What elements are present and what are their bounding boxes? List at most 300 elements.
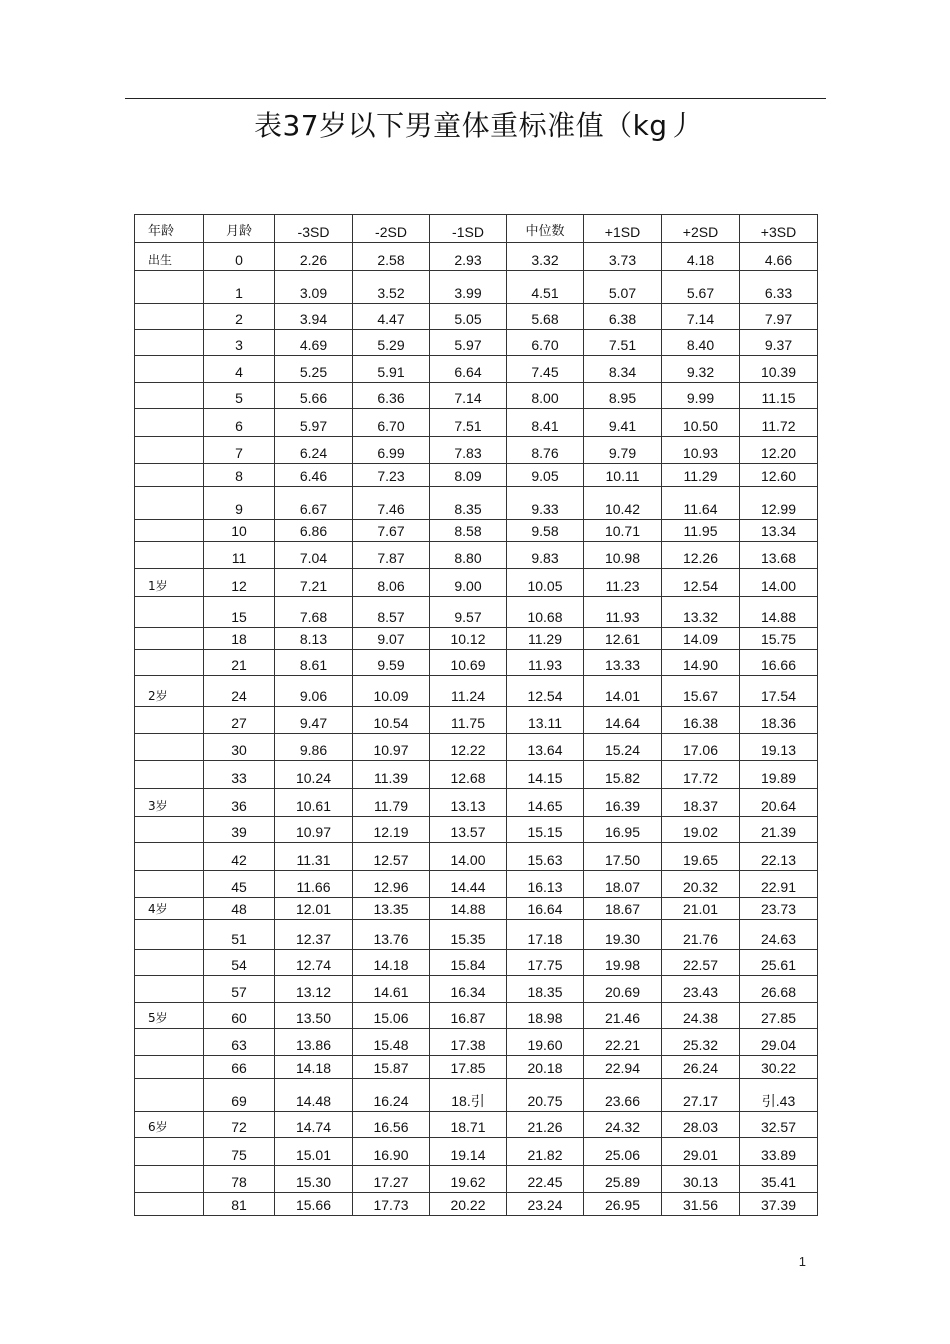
minus2sd-cell: 13.76 [353, 920, 430, 950]
minus2sd-cell: 13.35 [353, 898, 430, 920]
minus2sd-cell: 10.09 [353, 676, 430, 707]
age-cell [135, 650, 204, 676]
median-cell: 15.63 [507, 843, 584, 871]
plus3sd-cell: 6.33 [740, 271, 818, 304]
month-cell: 21 [204, 650, 275, 676]
table-row [135, 976, 818, 1003]
table-row [135, 520, 818, 542]
plus1sd-cell: 25.89 [584, 1166, 662, 1193]
table-row [135, 628, 818, 650]
plus3sd-cell: 37.39 [740, 1193, 818, 1216]
minus3sd-cell: 6.67 [275, 487, 353, 520]
table-row [135, 542, 818, 569]
plus2sd-cell: 24.38 [662, 1003, 740, 1029]
month-cell: 48 [204, 898, 275, 920]
age-cell [135, 871, 204, 898]
month-cell: 15 [204, 597, 275, 628]
plus2sd-cell: 10.50 [662, 409, 740, 437]
minus1sd-cell: 12.68 [430, 761, 507, 789]
month-cell: 33 [204, 761, 275, 789]
median-cell: 19.60 [507, 1029, 584, 1056]
plus1sd-cell: 22.94 [584, 1056, 662, 1079]
minus3sd-cell: 5.66 [275, 383, 353, 409]
minus2sd-cell: 15.48 [353, 1029, 430, 1056]
month-cell: 1 [204, 271, 275, 304]
median-cell: 21.26 [507, 1112, 584, 1138]
minus1sd-cell: 20.22 [430, 1193, 507, 1216]
minus3sd-cell: 6.86 [275, 520, 353, 542]
plus2sd-cell: 29.01 [662, 1138, 740, 1166]
plus3sd-cell: 9.37 [740, 330, 818, 356]
median-cell: 5.68 [507, 304, 584, 330]
table-row [135, 707, 818, 734]
minus1sd-cell: 13.13 [430, 789, 507, 817]
plus3sd-cell: 19.89 [740, 761, 818, 789]
age-cell [135, 734, 204, 761]
median-cell: 8.76 [507, 437, 584, 464]
median-cell: 9.58 [507, 520, 584, 542]
minus3sd-cell: 7.68 [275, 597, 353, 628]
plus3sd-cell: 20.64 [740, 789, 818, 817]
median-cell: 22.45 [507, 1166, 584, 1193]
month-cell: 45 [204, 871, 275, 898]
age-cell [135, 707, 204, 734]
minus1sd-cell: 18.引 [430, 1079, 507, 1112]
age-cell [135, 628, 204, 650]
minus1sd-cell: 19.62 [430, 1166, 507, 1193]
table-row [135, 676, 818, 707]
minus3sd-cell: 12.74 [275, 950, 353, 976]
plus2sd-cell: 18.37 [662, 789, 740, 817]
minus3sd-cell: 11.31 [275, 843, 353, 871]
month-cell: 75 [204, 1138, 275, 1166]
month-cell: 69 [204, 1079, 275, 1112]
minus2sd-cell: 15.06 [353, 1003, 430, 1029]
plus2sd-cell: 11.64 [662, 487, 740, 520]
age-cell [135, 1166, 204, 1193]
plus3sd-cell: 23.73 [740, 898, 818, 920]
plus1sd-cell: 8.95 [584, 383, 662, 409]
table-row [135, 817, 818, 843]
median-cell: 18.98 [507, 1003, 584, 1029]
minus2sd-cell: 16.56 [353, 1112, 430, 1138]
minus1sd-cell: 16.87 [430, 1003, 507, 1029]
age-cell [135, 487, 204, 520]
table-row [135, 920, 818, 950]
plus3sd-cell: 14.88 [740, 597, 818, 628]
plus2sd-cell: 9.99 [662, 383, 740, 409]
table-row [135, 1112, 818, 1138]
table-row [135, 843, 818, 871]
median-cell: 13.64 [507, 734, 584, 761]
minus1sd-cell: 6.64 [430, 356, 507, 383]
month-cell: 27 [204, 707, 275, 734]
minus2sd-cell: 4.47 [353, 304, 430, 330]
plus2sd-cell: 30.13 [662, 1166, 740, 1193]
age-cell [135, 597, 204, 628]
plus3sd-cell: 30.22 [740, 1056, 818, 1079]
plus3sd-cell: 24.63 [740, 920, 818, 950]
plus3sd-cell: 11.15 [740, 383, 818, 409]
month-cell: 2 [204, 304, 275, 330]
minus1sd-cell: 13.57 [430, 817, 507, 843]
plus3sd-cell: 35.41 [740, 1166, 818, 1193]
table-row [135, 1003, 818, 1029]
median-cell: 16.13 [507, 871, 584, 898]
plus2sd-cell: 16.38 [662, 707, 740, 734]
age-cell [135, 330, 204, 356]
minus3sd-cell: 13.86 [275, 1029, 353, 1056]
plus1sd-cell: 19.30 [584, 920, 662, 950]
month-cell: 24 [204, 676, 275, 707]
plus2sd-cell: 21.76 [662, 920, 740, 950]
minus1sd-cell: 15.84 [430, 950, 507, 976]
age-cell [135, 976, 204, 1003]
plus3sd-cell: 11.72 [740, 409, 818, 437]
header-minus3sd: -3SD [275, 215, 353, 243]
month-cell: 72 [204, 1112, 275, 1138]
table-row [135, 1138, 818, 1166]
plus2sd-cell: 17.06 [662, 734, 740, 761]
table-row [135, 597, 818, 628]
plus1sd-cell: 21.46 [584, 1003, 662, 1029]
minus2sd-cell: 7.23 [353, 464, 430, 487]
header-plus2sd: +2SD [662, 215, 740, 243]
minus1sd-cell: 9.57 [430, 597, 507, 628]
median-cell: 9.05 [507, 464, 584, 487]
minus1sd-cell: 16.34 [430, 976, 507, 1003]
plus2sd-cell: 19.02 [662, 817, 740, 843]
month-cell: 6 [204, 409, 275, 437]
plus3sd-cell: 33.89 [740, 1138, 818, 1166]
month-cell: 12 [204, 569, 275, 597]
plus1sd-cell: 14.64 [584, 707, 662, 734]
minus2sd-cell: 12.19 [353, 817, 430, 843]
header-rule [125, 98, 826, 99]
minus1sd-cell: 2.93 [430, 243, 507, 271]
plus1sd-cell: 19.98 [584, 950, 662, 976]
age-cell [135, 1079, 204, 1112]
minus1sd-cell: 17.85 [430, 1056, 507, 1079]
minus2sd-cell: 8.57 [353, 597, 430, 628]
minus3sd-cell: 5.25 [275, 356, 353, 383]
month-cell: 60 [204, 1003, 275, 1029]
month-cell: 11 [204, 542, 275, 569]
plus1sd-cell: 18.07 [584, 871, 662, 898]
header-median: 中位数 [507, 215, 584, 243]
minus1sd-cell: 18.71 [430, 1112, 507, 1138]
header-month: 月龄 [204, 215, 275, 243]
header-minus1sd: -1SD [430, 215, 507, 243]
minus3sd-cell: 12.37 [275, 920, 353, 950]
median-cell: 7.45 [507, 356, 584, 383]
plus2sd-cell: 25.32 [662, 1029, 740, 1056]
plus2sd-cell: 8.40 [662, 330, 740, 356]
age-cell [135, 356, 204, 383]
plus2sd-cell: 27.17 [662, 1079, 740, 1112]
minus3sd-cell: 15.30 [275, 1166, 353, 1193]
table-row [135, 650, 818, 676]
plus2sd-cell: 15.67 [662, 676, 740, 707]
minus1sd-cell: 11.24 [430, 676, 507, 707]
minus3sd-cell: 8.13 [275, 628, 353, 650]
table-row [135, 271, 818, 304]
table-row [135, 464, 818, 487]
minus3sd-cell: 8.61 [275, 650, 353, 676]
minus3sd-cell: 3.09 [275, 271, 353, 304]
month-cell: 7 [204, 437, 275, 464]
minus3sd-cell: 10.97 [275, 817, 353, 843]
plus2sd-cell: 23.43 [662, 976, 740, 1003]
table-row [135, 1166, 818, 1193]
minus1sd-cell: 11.75 [430, 707, 507, 734]
plus2sd-cell: 17.72 [662, 761, 740, 789]
plus2sd-cell: 12.26 [662, 542, 740, 569]
table-row [135, 383, 818, 409]
table-row [135, 871, 818, 898]
minus2sd-cell: 3.52 [353, 271, 430, 304]
table-row [135, 437, 818, 464]
plus2sd-cell: 28.03 [662, 1112, 740, 1138]
table-row [135, 789, 818, 817]
plus1sd-cell: 8.34 [584, 356, 662, 383]
minus2sd-cell: 14.18 [353, 950, 430, 976]
plus3sd-cell: 4.66 [740, 243, 818, 271]
page-number: 1 [798, 1254, 806, 1269]
plus1sd-cell: 22.21 [584, 1029, 662, 1056]
header-plus1sd: +1SD [584, 215, 662, 243]
minus1sd-cell: 14.44 [430, 871, 507, 898]
header-age: 年龄 [135, 215, 204, 243]
minus3sd-cell: 11.66 [275, 871, 353, 898]
age-cell: 2岁 [135, 676, 204, 707]
minus2sd-cell: 6.70 [353, 409, 430, 437]
minus2sd-cell: 7.46 [353, 487, 430, 520]
plus3sd-cell: 22.13 [740, 843, 818, 871]
minus2sd-cell: 9.07 [353, 628, 430, 650]
plus2sd-cell: 14.90 [662, 650, 740, 676]
age-cell: 1岁 [135, 569, 204, 597]
month-cell: 51 [204, 920, 275, 950]
plus3sd-cell: 18.36 [740, 707, 818, 734]
minus2sd-cell: 17.27 [353, 1166, 430, 1193]
plus1sd-cell: 11.93 [584, 597, 662, 628]
minus3sd-cell: 6.46 [275, 464, 353, 487]
minus1sd-cell: 12.22 [430, 734, 507, 761]
plus2sd-cell: 12.54 [662, 569, 740, 597]
minus3sd-cell: 14.18 [275, 1056, 353, 1079]
plus1sd-cell: 15.24 [584, 734, 662, 761]
plus3sd-cell: 引.43 [740, 1079, 818, 1112]
plus1sd-cell: 18.67 [584, 898, 662, 920]
median-cell: 12.54 [507, 676, 584, 707]
age-cell [135, 843, 204, 871]
age-cell [135, 761, 204, 789]
plus1sd-cell: 10.98 [584, 542, 662, 569]
month-cell: 42 [204, 843, 275, 871]
median-cell: 10.05 [507, 569, 584, 597]
plus1sd-cell: 9.79 [584, 437, 662, 464]
month-cell: 63 [204, 1029, 275, 1056]
plus1sd-cell: 10.42 [584, 487, 662, 520]
plus1sd-cell: 16.95 [584, 817, 662, 843]
minus1sd-cell: 8.80 [430, 542, 507, 569]
plus2sd-cell: 20.32 [662, 871, 740, 898]
minus3sd-cell: 14.48 [275, 1079, 353, 1112]
minus3sd-cell: 15.01 [275, 1138, 353, 1166]
table-row [135, 356, 818, 383]
median-cell: 15.15 [507, 817, 584, 843]
median-cell: 17.18 [507, 920, 584, 950]
plus2sd-cell: 11.95 [662, 520, 740, 542]
minus2sd-cell: 11.39 [353, 761, 430, 789]
plus2sd-cell: 13.32 [662, 597, 740, 628]
plus2sd-cell: 31.56 [662, 1193, 740, 1216]
month-cell: 36 [204, 789, 275, 817]
table-row [135, 487, 818, 520]
minus3sd-cell: 15.66 [275, 1193, 353, 1216]
table-row [135, 243, 818, 271]
minus2sd-cell: 9.59 [353, 650, 430, 676]
minus1sd-cell: 7.14 [430, 383, 507, 409]
minus3sd-cell: 10.24 [275, 761, 353, 789]
minus2sd-cell: 15.87 [353, 1056, 430, 1079]
minus3sd-cell: 9.47 [275, 707, 353, 734]
minus1sd-cell: 7.51 [430, 409, 507, 437]
minus3sd-cell: 6.24 [275, 437, 353, 464]
plus2sd-cell: 14.09 [662, 628, 740, 650]
month-cell: 8 [204, 464, 275, 487]
page-title: 表37岁以下男童体重标准值（kg丿 [253, 109, 697, 142]
age-cell [135, 520, 204, 542]
table-row [135, 1056, 818, 1079]
month-cell: 39 [204, 817, 275, 843]
month-cell: 18 [204, 628, 275, 650]
plus3sd-cell: 17.54 [740, 676, 818, 707]
plus3sd-cell: 7.97 [740, 304, 818, 330]
age-cell [135, 817, 204, 843]
minus1sd-cell: 8.35 [430, 487, 507, 520]
minus2sd-cell: 6.99 [353, 437, 430, 464]
median-cell: 11.93 [507, 650, 584, 676]
table-row [135, 569, 818, 597]
minus2sd-cell: 12.96 [353, 871, 430, 898]
plus1sd-cell: 12.61 [584, 628, 662, 650]
minus1sd-cell: 7.83 [430, 437, 507, 464]
minus2sd-cell: 5.29 [353, 330, 430, 356]
median-cell: 23.24 [507, 1193, 584, 1216]
plus1sd-cell: 23.66 [584, 1079, 662, 1112]
month-cell: 30 [204, 734, 275, 761]
plus2sd-cell: 5.67 [662, 271, 740, 304]
age-cell [135, 542, 204, 569]
age-cell [135, 271, 204, 304]
plus1sd-cell: 7.51 [584, 330, 662, 356]
table-row [135, 761, 818, 789]
header-plus3sd: +3SD [740, 215, 818, 243]
plus3sd-cell: 25.61 [740, 950, 818, 976]
plus2sd-cell: 11.29 [662, 464, 740, 487]
plus3sd-cell: 29.04 [740, 1029, 818, 1056]
plus1sd-cell: 6.38 [584, 304, 662, 330]
plus3sd-cell: 12.99 [740, 487, 818, 520]
minus3sd-cell: 3.94 [275, 304, 353, 330]
plus3sd-cell: 13.68 [740, 542, 818, 569]
month-cell: 81 [204, 1193, 275, 1216]
median-cell: 13.11 [507, 707, 584, 734]
age-cell [135, 920, 204, 950]
table-row [135, 1079, 818, 1112]
month-cell: 54 [204, 950, 275, 976]
minus1sd-cell: 3.99 [430, 271, 507, 304]
minus3sd-cell: 12.01 [275, 898, 353, 920]
table-row [135, 898, 818, 920]
plus1sd-cell: 5.07 [584, 271, 662, 304]
table-row [135, 330, 818, 356]
median-cell: 9.83 [507, 542, 584, 569]
minus2sd-cell: 7.87 [353, 542, 430, 569]
median-cell: 10.68 [507, 597, 584, 628]
age-cell [135, 950, 204, 976]
minus1sd-cell: 8.58 [430, 520, 507, 542]
median-cell: 20.75 [507, 1079, 584, 1112]
plus1sd-cell: 20.69 [584, 976, 662, 1003]
header-minus2sd: -2SD [353, 215, 430, 243]
minus2sd-cell: 12.57 [353, 843, 430, 871]
plus1sd-cell: 16.39 [584, 789, 662, 817]
plus3sd-cell: 15.75 [740, 628, 818, 650]
plus1sd-cell: 24.32 [584, 1112, 662, 1138]
minus3sd-cell: 7.04 [275, 542, 353, 569]
minus3sd-cell: 13.50 [275, 1003, 353, 1029]
age-cell [135, 464, 204, 487]
weight-standard-table [134, 214, 818, 1216]
month-cell: 0 [204, 243, 275, 271]
minus3sd-cell: 9.06 [275, 676, 353, 707]
minus2sd-cell: 14.61 [353, 976, 430, 1003]
table-row [135, 950, 818, 976]
minus3sd-cell: 14.74 [275, 1112, 353, 1138]
month-cell: 3 [204, 330, 275, 356]
plus1sd-cell: 14.01 [584, 676, 662, 707]
minus2sd-cell: 2.58 [353, 243, 430, 271]
age-cell: 3岁 [135, 789, 204, 817]
plus2sd-cell: 22.57 [662, 950, 740, 976]
plus3sd-cell: 27.85 [740, 1003, 818, 1029]
month-cell: 4 [204, 356, 275, 383]
minus2sd-cell: 5.91 [353, 356, 430, 383]
median-cell: 18.35 [507, 976, 584, 1003]
minus1sd-cell: 17.38 [430, 1029, 507, 1056]
age-cell [135, 437, 204, 464]
minus2sd-cell: 16.90 [353, 1138, 430, 1166]
plus3sd-cell: 22.91 [740, 871, 818, 898]
age-cell [135, 1029, 204, 1056]
minus3sd-cell: 10.61 [275, 789, 353, 817]
minus1sd-cell: 10.69 [430, 650, 507, 676]
table-body [135, 243, 818, 1216]
median-cell: 3.32 [507, 243, 584, 271]
minus2sd-cell: 17.73 [353, 1193, 430, 1216]
minus3sd-cell: 4.69 [275, 330, 353, 356]
month-cell: 57 [204, 976, 275, 1003]
month-cell: 78 [204, 1166, 275, 1193]
median-cell: 6.70 [507, 330, 584, 356]
median-cell: 8.41 [507, 409, 584, 437]
table-row [135, 304, 818, 330]
plus3sd-cell: 14.00 [740, 569, 818, 597]
minus2sd-cell: 8.06 [353, 569, 430, 597]
